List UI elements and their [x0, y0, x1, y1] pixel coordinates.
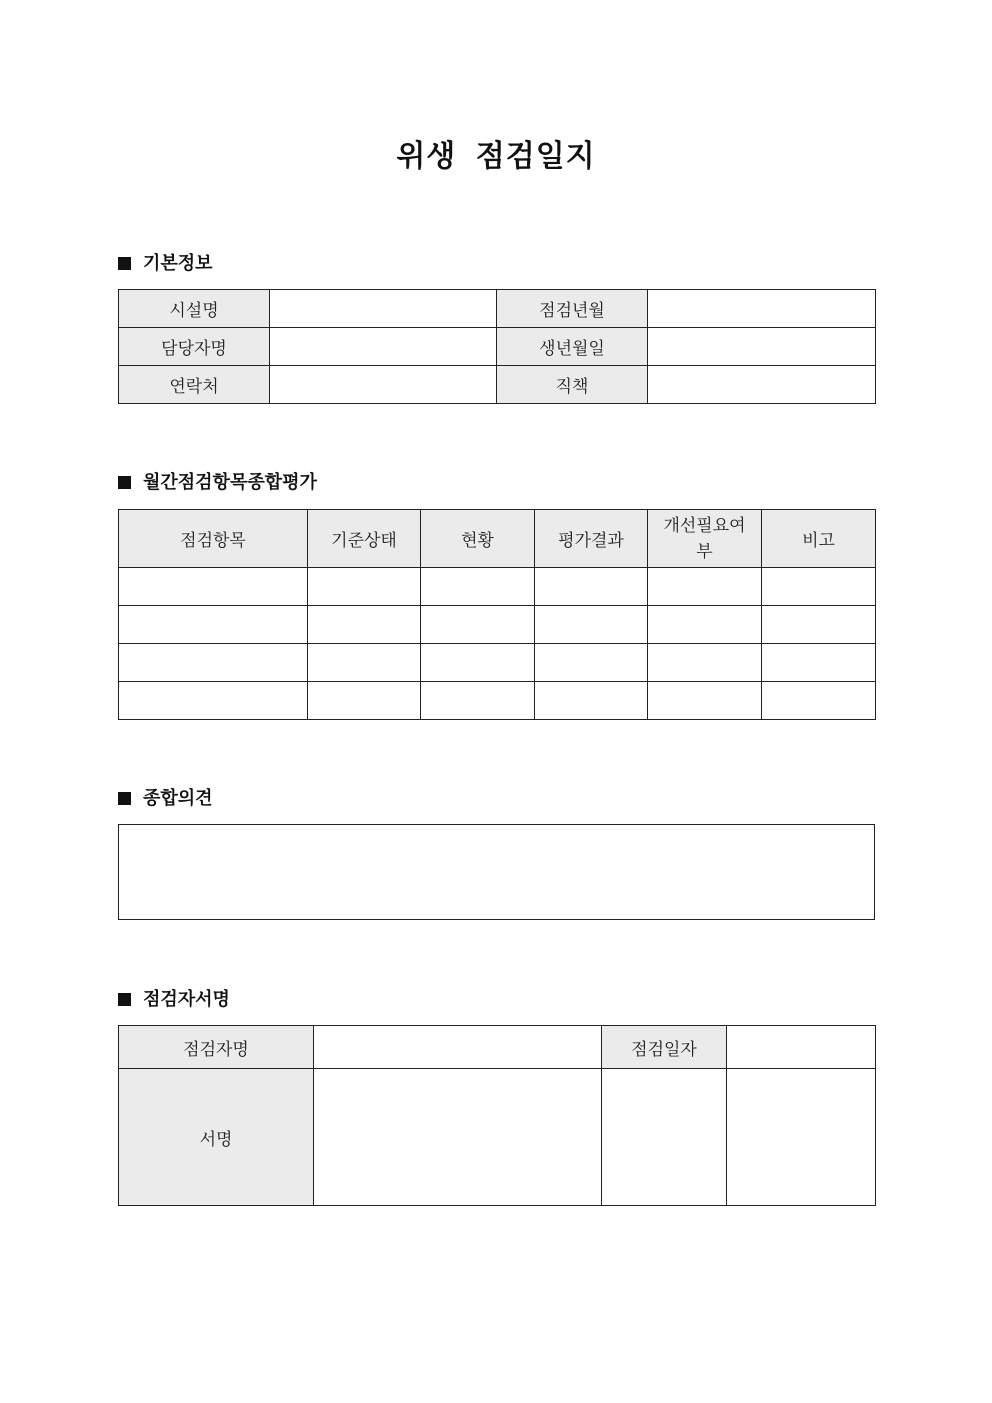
signature-label: 서명	[119, 1069, 314, 1206]
manager-name-label: 담당자명	[119, 328, 270, 366]
table-cell[interactable]	[762, 644, 876, 682]
signature-heading	[118, 988, 230, 1012]
inspector-name-label: 점검자명	[119, 1026, 314, 1069]
table-cell[interactable]	[421, 606, 535, 644]
table-cell[interactable]	[648, 682, 762, 720]
column-header: 기준상태	[308, 510, 421, 568]
monthly-eval-table	[118, 509, 876, 720]
table-row	[119, 644, 876, 682]
square-bullet-icon	[118, 476, 131, 489]
signature-field[interactable]	[314, 1069, 602, 1206]
table-row	[119, 606, 876, 644]
table-cell[interactable]	[119, 682, 308, 720]
column-header: 개선필요여부	[648, 510, 762, 568]
table-cell[interactable]	[308, 644, 421, 682]
signature-extra-cell[interactable]	[602, 1069, 727, 1206]
contact-field[interactable]	[270, 366, 497, 404]
table-row	[119, 1026, 876, 1069]
table-cell[interactable]	[535, 606, 648, 644]
manager-name-field[interactable]	[270, 328, 497, 366]
table-row	[119, 366, 876, 404]
facility-name-label: 시설명	[119, 290, 270, 328]
table-row	[119, 568, 876, 606]
square-bullet-icon	[118, 257, 131, 270]
page-title: 위생 점검일지	[396, 139, 596, 174]
opinion-heading-text: 종합의견	[143, 788, 213, 809]
signature-table	[118, 1025, 876, 1206]
column-header: 현황	[421, 510, 535, 568]
inspection-month-field[interactable]	[648, 290, 876, 328]
monthly-eval-heading-text: 월간점검항목종합평가	[143, 472, 317, 493]
position-label: 직책	[497, 366, 648, 404]
opinion-heading	[118, 787, 213, 811]
table-cell[interactable]	[308, 682, 421, 720]
table-cell[interactable]	[648, 568, 762, 606]
birth-date-field[interactable]	[648, 328, 876, 366]
table-cell[interactable]	[762, 606, 876, 644]
signature-extra-cell[interactable]	[727, 1069, 876, 1206]
basic-info-heading	[118, 252, 213, 276]
table-cell[interactable]	[762, 568, 876, 606]
table-cell[interactable]	[421, 644, 535, 682]
contact-label: 연락처	[119, 366, 270, 404]
table-cell[interactable]	[421, 682, 535, 720]
table-row	[119, 328, 876, 366]
column-header: 평가결과	[535, 510, 648, 568]
inspection-date-field[interactable]	[727, 1026, 876, 1069]
inspection-date-label: 점검일자	[602, 1026, 727, 1069]
signature-heading-text: 점검자서명	[143, 989, 230, 1010]
table-cell[interactable]	[535, 682, 648, 720]
table-cell[interactable]	[762, 682, 876, 720]
table-cell[interactable]	[119, 568, 308, 606]
basic-info-table	[118, 289, 876, 404]
table-cell[interactable]	[535, 644, 648, 682]
table-row	[119, 1069, 876, 1206]
opinion-textarea[interactable]	[118, 824, 875, 920]
column-header: 점검항목	[119, 510, 308, 568]
table-cell[interactable]	[648, 644, 762, 682]
table-cell[interactable]	[308, 606, 421, 644]
table-row	[119, 290, 876, 328]
inspection-month-label: 점검년월	[497, 290, 648, 328]
table-row	[119, 682, 876, 720]
table-cell[interactable]	[535, 568, 648, 606]
table-cell[interactable]	[119, 606, 308, 644]
table-cell[interactable]	[421, 568, 535, 606]
inspector-name-field[interactable]	[314, 1026, 602, 1069]
square-bullet-icon	[118, 993, 131, 1006]
table-cell[interactable]	[648, 606, 762, 644]
birth-date-label: 생년월일	[497, 328, 648, 366]
position-field[interactable]	[648, 366, 876, 404]
monthly-eval-heading	[118, 471, 317, 495]
column-header: 비고	[762, 510, 876, 568]
table-cell[interactable]	[119, 644, 308, 682]
square-bullet-icon	[118, 792, 131, 805]
basic-info-heading-text: 기본정보	[143, 253, 213, 274]
facility-name-field[interactable]	[270, 290, 497, 328]
table-header-row	[119, 510, 876, 568]
table-cell[interactable]	[308, 568, 421, 606]
